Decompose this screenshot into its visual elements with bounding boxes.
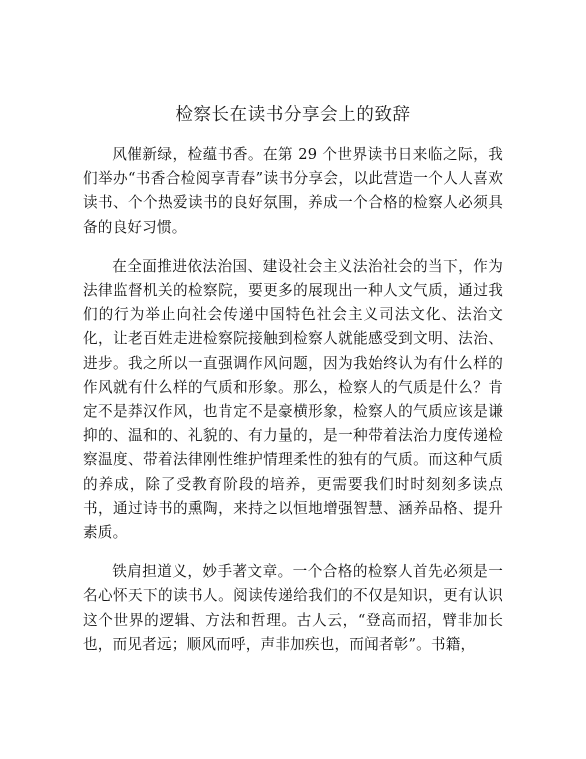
paragraph-1: 风催新绿，检蕴书香。在第 29 个世界读书日来临之际，我们举办“书香合检阅享青春”读书分享会，以此营造一个人人喜欢读书、个个热爱读书的良好氛围，养成一个合格的检察人必须具备的良好习惯。 xyxy=(83,146,503,236)
document-title: 检察长在读书分享会上的致辞 xyxy=(175,105,411,125)
paragraph-3: 铁肩担道义，妙手著文章。一个合格的检察人首先必须是一名心怀天下的读书人。阅读传递给我们的不仅是知识，更有认识这个世界的逻辑、方法和哲理。古人云，“登高而招，臂非加长也，而见者远；顺风而呼，声非加疾也，而闻者彰”。书籍， xyxy=(83,563,503,653)
document-body xyxy=(83,143,503,657)
paragraph-2: 在全面推进依法治国、建设社会主义法治社会的当下，作为法律监督机关的检察院，要更多的展现出一种人文气质，通过我们的行为举止向社会传递中国特色社会主义司法文化、法治文化，让老百姓走进检察院接触到检察人就能感受到文明、法治、进步。我之所以一直强调作风问题，因为我始终认为有什么样的作风就有什么样的气质和形象。那么，检察人的气质是什么？肯定不是莽汉作风，也肯定不是豪横形象，检察人的气质应该是谦抑的、温和的、礼貌的、有力量的，是一种带着法治力度传递检察温度、带着法律刚性维护情理柔性的独有的气质。而这种气质的养成，除了受教育阶段的培养，更需要我们时时刻刻多读点书，通过诗书的熏陶，来持之以恒地增强智慧、涵养品格、提升素质。 xyxy=(83,257,503,542)
